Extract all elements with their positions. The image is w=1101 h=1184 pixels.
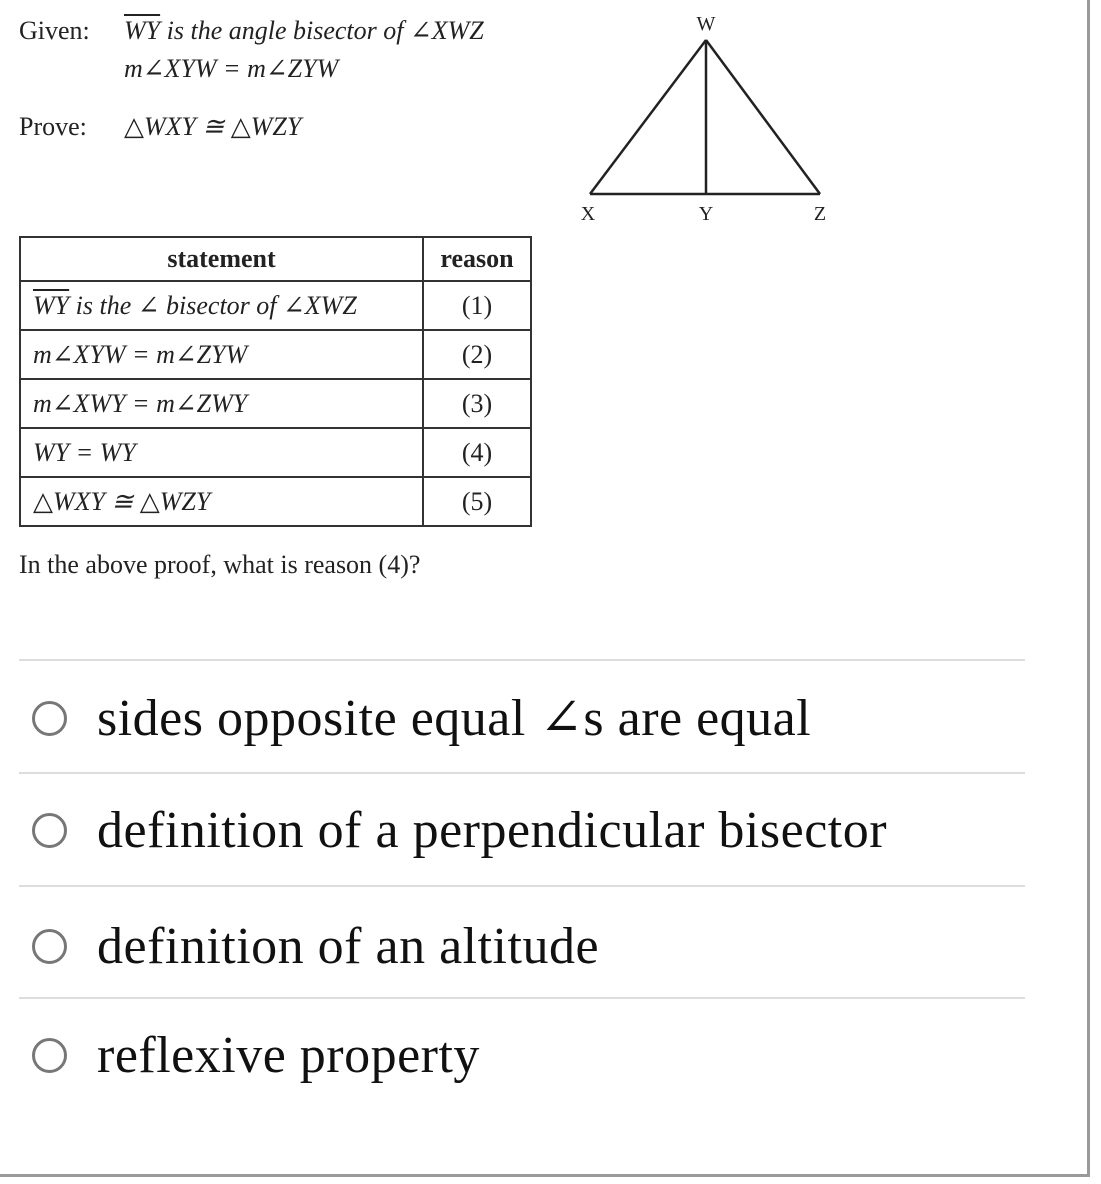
radio-button[interactable]	[32, 701, 67, 736]
reason-cell: (4)	[423, 428, 531, 477]
side-wx	[590, 40, 706, 194]
statement-cell	[20, 281, 423, 330]
reason-cell: (2)	[423, 330, 531, 379]
table-row	[20, 379, 531, 428]
divider	[19, 772, 1025, 774]
label-y: Y	[698, 203, 714, 225]
given-label: Given:	[19, 16, 90, 45]
proof-table	[19, 236, 532, 527]
statement-header: statement	[20, 237, 423, 281]
answer-choice-label: reflexive property	[97, 1027, 480, 1084]
question-text: In the above proof, what is reason (4)?	[19, 550, 421, 579]
segment-wy: WY	[124, 16, 161, 45]
statement-cell: △WXY ≅ △WZY	[20, 477, 423, 526]
answer-choice-1[interactable]	[32, 688, 811, 748]
answer-choice-4[interactable]	[32, 1026, 480, 1085]
statement-rest: is the ∠ bisector of ∠XWZ	[69, 290, 357, 320]
answer-choice-label: sides opposite equal ∠s are equal	[97, 690, 812, 747]
table-row	[20, 281, 531, 330]
reason-header: reason	[423, 237, 531, 281]
given-statement-1-rest: is the angle bisector of ∠XWZ	[160, 16, 484, 45]
triangle-figure	[570, 8, 840, 228]
segment-wy: WY	[33, 290, 70, 320]
table-row	[20, 330, 531, 379]
reason-cell: (1)	[423, 281, 531, 330]
table-row	[20, 477, 531, 526]
answer-choice-label: definition of an altitude	[97, 918, 600, 975]
side-wz	[706, 40, 820, 194]
divider	[19, 659, 1025, 661]
divider	[19, 885, 1025, 887]
prove-label: Prove:	[19, 112, 87, 141]
radio-button[interactable]	[32, 929, 67, 964]
answer-choice-2[interactable]	[32, 801, 887, 860]
given-statement-1	[124, 16, 484, 46]
statement-cell: m∠XYW = m∠ZYW	[20, 330, 423, 379]
label-x: X	[580, 203, 596, 225]
divider	[19, 997, 1025, 999]
reason-cell: (5)	[423, 477, 531, 526]
statement-cell: m∠XWY = m∠ZWY	[20, 379, 423, 428]
label-w: W	[696, 13, 716, 35]
statement-cell: WY = WY	[20, 428, 423, 477]
radio-button[interactable]	[32, 813, 67, 848]
label-z: Z	[813, 203, 827, 225]
radio-button[interactable]	[32, 1038, 67, 1073]
answer-choice-3[interactable]	[32, 917, 599, 976]
answer-choice-label: definition of a perpendicular bisector	[97, 802, 888, 859]
prove-statement: △WXY ≅ △WZY	[124, 112, 302, 141]
table-row	[20, 428, 531, 477]
given-statement-2: m∠XYW = m∠ZYW	[124, 54, 339, 83]
table-header-row	[20, 237, 531, 281]
reason-cell: (3)	[423, 379, 531, 428]
